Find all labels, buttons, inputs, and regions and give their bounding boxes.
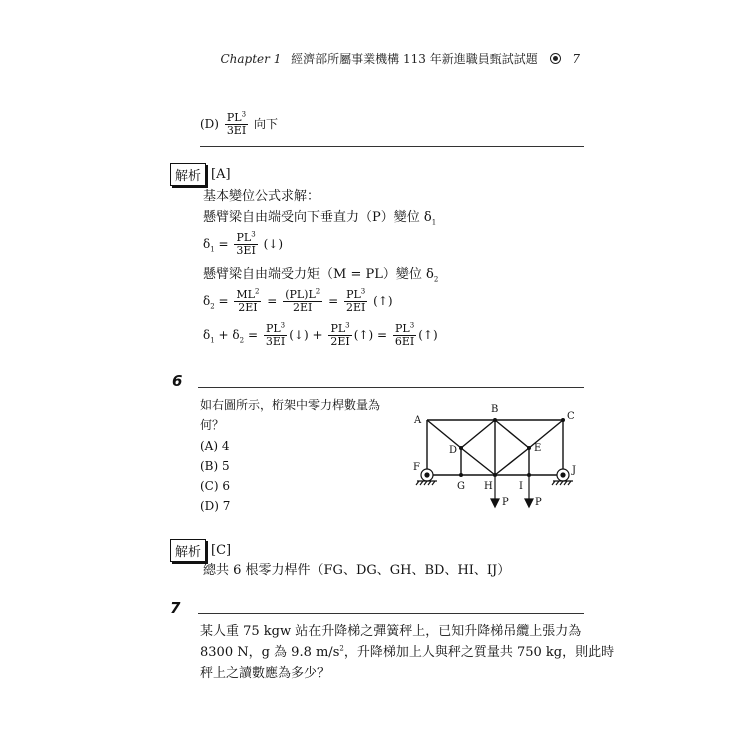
den: 2EI [330, 335, 350, 348]
equation-3 [203, 323, 438, 348]
fraction [234, 289, 261, 314]
num-base: PL [265, 322, 281, 335]
num-base: PL [346, 288, 361, 301]
num-exp: 3 [241, 110, 247, 119]
den: 2EI [345, 301, 366, 314]
option-b: (B) 5 [200, 459, 230, 473]
node-label-i: I [519, 481, 523, 492]
running-header [220, 50, 580, 67]
text: 8300 N，g 為 9.8 m/s [200, 645, 340, 660]
plus: + [218, 328, 229, 342]
fraction [393, 323, 416, 348]
num-base: PL [330, 322, 346, 335]
solution-answer: [C] [211, 543, 232, 558]
fraction [283, 289, 322, 314]
question-number: 6 [172, 372, 183, 390]
node-label-a: A [414, 415, 422, 426]
sub: 1 [210, 336, 215, 345]
node-label-g: G [457, 481, 465, 492]
solution-label: 解析 [170, 163, 206, 186]
num-base: PL [394, 322, 410, 335]
node-label-f: F [413, 462, 420, 473]
equals: = [376, 328, 388, 342]
fraction [225, 112, 248, 137]
direction-arrow: (↓) [289, 328, 309, 342]
solution-answer: [A] [211, 167, 231, 182]
den: 6EI [394, 335, 415, 348]
num-base: (PL)L [285, 288, 316, 301]
den: 2EI [293, 301, 313, 314]
node-label-j: J [572, 465, 577, 476]
sub: 1 [431, 218, 437, 227]
question-stem: 何？ [200, 418, 225, 432]
option-c: (C) 6 [200, 479, 230, 493]
page-number: 7 [572, 52, 580, 66]
solution-line [203, 209, 436, 227]
sup: 2 [339, 644, 344, 653]
den: 3EI [236, 244, 256, 257]
num-exp: 3 [409, 321, 415, 330]
num-exp: 3 [360, 287, 366, 296]
bullet-icon [550, 53, 561, 64]
solution-line: 總共 6 根零力桿件（FG、DG、GH、BD、HI、IJ） [203, 563, 511, 578]
solution-line: 基本變位公式求解： [203, 189, 321, 204]
equals: = [267, 294, 278, 308]
num-base: ML [236, 288, 255, 301]
chapter-label: Chapter 1 [220, 52, 282, 66]
den: 3EI [265, 335, 286, 348]
question-stem: 如右圖所示，桁架中零力桿數量為 [200, 398, 381, 412]
options-list [200, 436, 230, 516]
node-label-d: D [449, 445, 458, 456]
plus: + [312, 328, 323, 342]
node-label-h: H [484, 481, 493, 492]
num-base: PL [236, 231, 252, 244]
direction-arrow: (↑) [373, 294, 393, 308]
fraction [234, 232, 257, 257]
option-letter: (D) [200, 117, 219, 131]
option-suffix: 向下 [254, 117, 279, 131]
fraction [264, 323, 287, 348]
load-label: P [535, 497, 542, 508]
divider [200, 146, 584, 147]
node-label-e: E [534, 443, 542, 454]
equals: = [218, 237, 229, 251]
header-title: 經濟部所屬事業機構 113 年新進職員甄試試題 [291, 52, 538, 66]
option-a: (A) 4 [200, 439, 230, 453]
text: 懸臂梁自由端受向下垂直力（P）變位 δ [203, 210, 432, 225]
sub: 2 [433, 275, 439, 284]
den: 3EI [226, 124, 247, 137]
sub: 2 [210, 302, 215, 311]
num-base: PL [226, 111, 242, 124]
node-label-c: C [567, 411, 575, 422]
question-number: 7 [170, 599, 181, 617]
equation-2 [203, 289, 393, 314]
symbol: δ [203, 237, 211, 251]
load-label: P [502, 497, 509, 508]
truss-members [427, 420, 563, 475]
sub: 2 [239, 336, 245, 345]
direction-arrow: (↑) [418, 328, 438, 342]
node-label-b: B [491, 404, 499, 415]
symbol: δ [203, 294, 211, 308]
truss-joints [459, 418, 565, 477]
num-exp: 2 [315, 287, 321, 296]
question-stem [200, 644, 614, 662]
sub: 1 [210, 245, 215, 254]
text: ，升降梯加上人與秤之質量共 750 kg，則此時 [343, 645, 615, 660]
option-d: (D) 7 [200, 499, 231, 513]
fraction [344, 289, 367, 314]
support-j-icon [552, 469, 573, 485]
fraction [328, 323, 351, 348]
den: 2EI [238, 301, 258, 314]
equals: = [218, 294, 229, 308]
question-stem: 某人重 75 kgw 站在升降梯之彈簧秤上，已知升降梯吊纜上張力為 [200, 624, 582, 639]
symbol: δ [232, 328, 240, 342]
num-exp: 3 [251, 230, 256, 239]
num-exp: 2 [255, 287, 260, 296]
direction-arrow: (↓) [263, 237, 284, 251]
num-exp: 3 [345, 321, 350, 330]
solution-label: 解析 [170, 539, 206, 562]
divider [198, 387, 584, 388]
option-d-prev [200, 112, 278, 137]
equals: = [247, 328, 259, 342]
text: 懸臂梁自由端受力矩（M = PL）變位 δ [203, 267, 434, 282]
direction-arrow: (↑) [353, 328, 374, 342]
num-exp: 3 [280, 321, 286, 330]
equals: = [328, 294, 339, 308]
equation-1 [203, 232, 283, 257]
question-stem: 秤上之讀數應為多少？ [200, 666, 331, 681]
solution-line [203, 266, 438, 284]
symbol: δ [203, 328, 211, 342]
truss-diagram [405, 395, 590, 525]
divider [198, 613, 584, 614]
load-arrow-icon [525, 477, 533, 507]
